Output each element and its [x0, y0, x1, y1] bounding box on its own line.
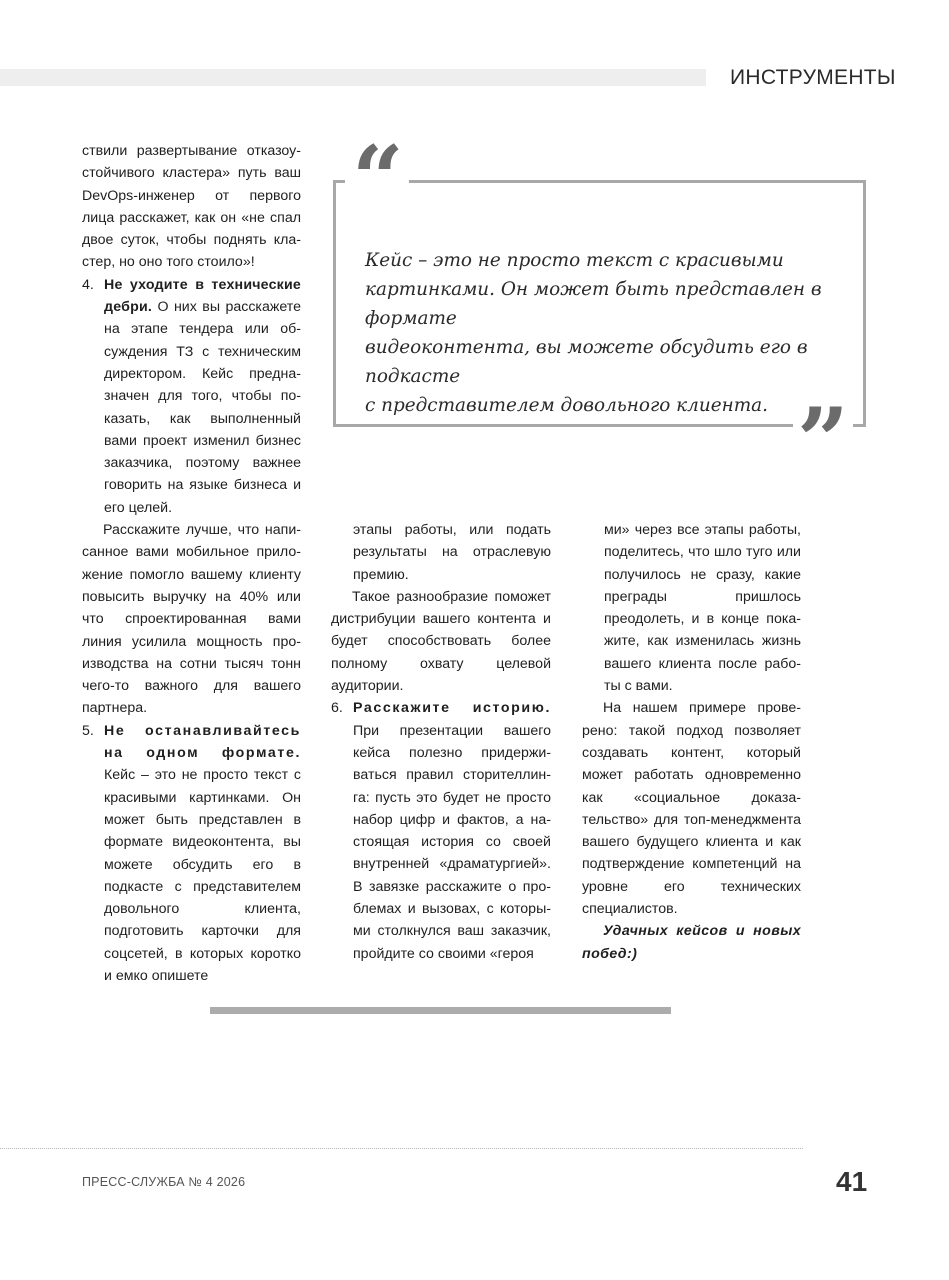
- page-number: 41: [836, 1166, 868, 1197]
- list-item-title: Не уходите в технические дебри.: [104, 276, 301, 316]
- section-divider: [210, 1007, 671, 1014]
- list-item-5: 5. Не останавливайтесь на одном формате. Кейс – это не просто текст с красивыми картинками. Он может быть представлен в формате видеоконтента, вы можете обсудить его в подкасте с представителем довольного клиента, подготовить карточки для соцсетей, в которых коротко и емко опишете: [82, 720, 301, 988]
- paragraph-example: На нашем примере проверено: такой подход позволяет создавать контент, который может работать одновременно как «социальное доказательство» для топ-менеджмента вашего будущего клиента и как подтверждение компетенций на уровне его технических специалистов.: [582, 700, 801, 918]
- column-2: [331, 519, 551, 965]
- section-title: ИНСТРУМЕНТЫ: [730, 66, 896, 89]
- column-1: [82, 140, 301, 987]
- quote-line: картинками. Он может быть представлен в формате: [365, 279, 822, 329]
- quote-line: Кейс – это не просто текст с красивыми: [365, 250, 784, 271]
- list-item-4: 4. Не уходите в технические дебри. О них вы расскажете на этапе тендера или обсуждения ТЗ с техническим директором. Кейс предназначен для того, чтобы показать, как выполненный вами проект изменил бизнес заказчика, поэтому важнее говорить на языке бизнеса и его целей.: [82, 274, 301, 519]
- quote-line: с представителем довольного клиента.: [365, 395, 768, 416]
- column-3: [582, 519, 801, 965]
- pull-quote-text: [365, 246, 845, 420]
- list-item-title: Не останавливайтесь на одном формате.: [104, 722, 301, 762]
- list-item-title: Расскажите историю.: [353, 700, 551, 717]
- footer-rule: [0, 1148, 803, 1149]
- header-bar: [0, 69, 706, 86]
- list-number: 4.: [82, 276, 94, 293]
- list-item-6-continued: ми» через все этапы работы, поделитесь, что шло туго или получилось не сразу, какие преграды пришлось преодолеть, и в конце покажите, как изменилась жизнь вашего клиента после работы с вами.: [604, 522, 801, 695]
- closing-line: Удачных кейсов и новых побед:): [582, 923, 801, 962]
- paragraph-tell-better: Расскажите лучше, что написанное вами мобильное приложение помогло вашему клиенту повысить выручку на 40% или что спроектированная вами линия усилила мощность производства на сотни тысяч тонн чего-то важного для вашего партнера.: [82, 522, 301, 717]
- list-number: 6.: [331, 700, 343, 717]
- list-number: 5.: [82, 722, 94, 739]
- publication-info: ПРЕСС-СЛУЖБА № 4 2026: [82, 1175, 246, 1189]
- open-quote-icon: “: [352, 126, 404, 232]
- quote-line: видеоконтента, вы можете обсудить его в подкасте: [365, 337, 808, 387]
- list-item-6: 6. Расскажите историю. При презентации вашего кейса полезно придерживаться правил сторителлинга: пусть это будет не просто набор цифр и фактов, а настоящая история со своей внутренней «драматургией». В завязке расскажите о проблемах и вызовах, с которыми столкнулся ваш заказчик, пройдите со своими «героя: [331, 697, 551, 965]
- close-quote-icon: ”: [797, 388, 849, 494]
- intro-paragraph: ствили развертывание отказоустойчивого кластера» путь ваш DevOps-инженер от первого лица расскажет, как он «не спал двое суток, чтобы поднять кластер, но оно того стоило»!: [82, 143, 301, 271]
- paragraph-variety: Такое разнообразие поможет дистрибуции вашего контента и будет способствовать более полному охвату целевой аудитории.: [331, 588, 551, 695]
- list-item-5-continued: этапы работы, или подать результаты на отраслевую премию.: [353, 522, 551, 583]
